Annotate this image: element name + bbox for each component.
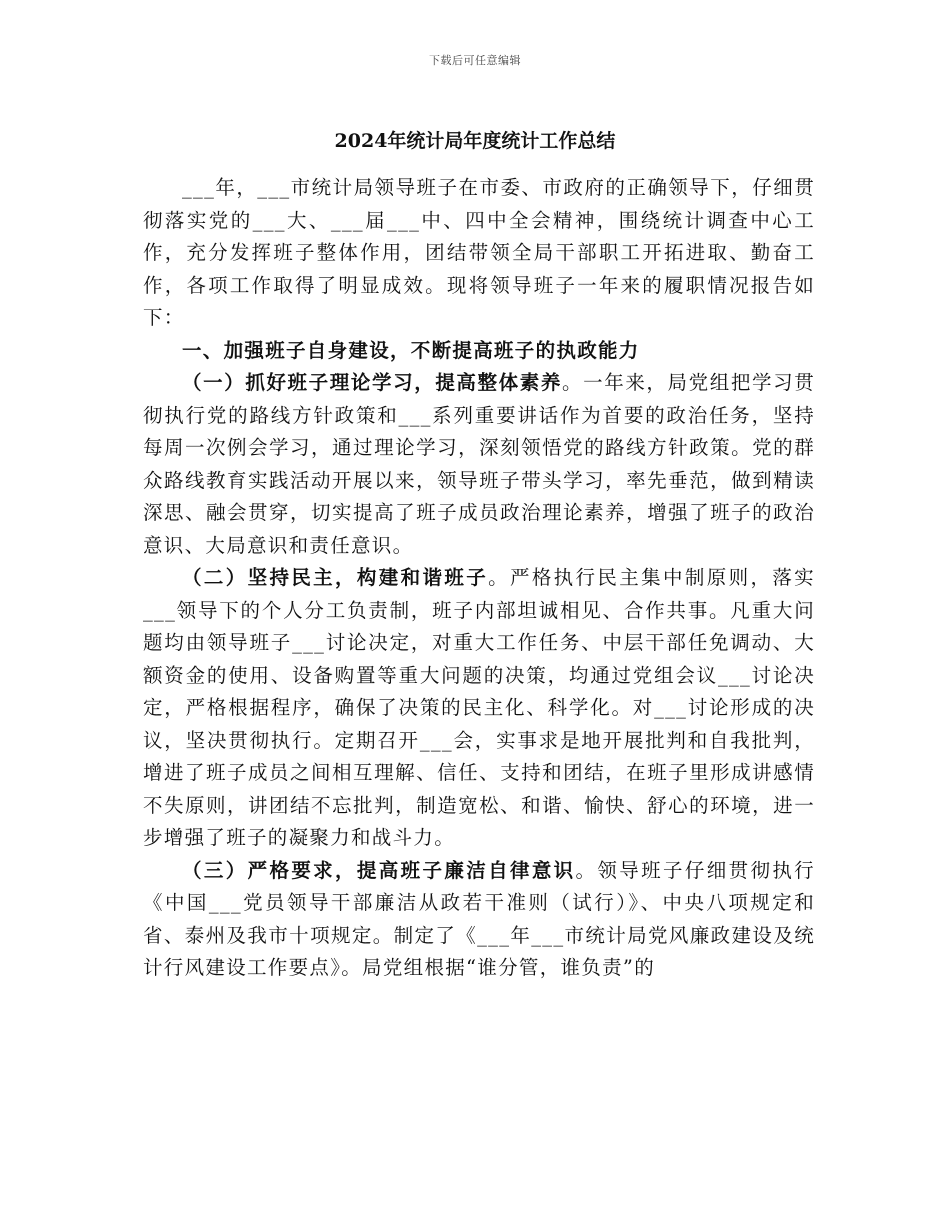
paragraph-text: 。一年来，局党组把学习贯彻执行党的路线方针政策和___系列重要讲话作为首要的政治任务，坚持每周一次例会学习，通过理论学习，深刻领悟党的路线方针政策。党的群众路线教育实践活动开展以来，领导班子带头学习，率先垂范，做到精读深思、融会贯穿，切实提高了班子成员政治理论素养，增强了班子的政治意识、大局意识和责任意识。 (143, 371, 815, 557)
paragraph-subsection-1 (143, 367, 815, 562)
paragraph-text: 。严格执行民主集中制原则，落实___领导下的个人分工负责制，班子内部坦诚相见、合作共事。凡重大问题均由领导班子___讨论决定，对重大工作任务、中层干部任免调动、大额资金的使用、设备购置等重大问题的决策，均通过党组会议___讨论决定，严格根据程序，确保了决策的民主化、科学化。对___讨论形成的决议，坚决贯彻执行。定期召开___会，实事求是地开展批判和自我批判，增进了班子成员之间相互理解、信任、支持和团结，在班子里形成讲感情不失原则，讲团结不忘批判，制造宽松、和谐、愉快、舒心的环境，进一步增强了班子的凝聚力和战斗力。 (143, 566, 815, 849)
document-title: 2024年统计局年度统计工作总结 (334, 130, 616, 152)
subsection-lead: （三）严格要求，提高班子廉洁自律意识 (182, 858, 576, 882)
subsection-lead: （一）抓好班子理论学习，提高整体素养 (182, 371, 562, 394)
header-note: 下载后可任意编辑 (429, 54, 521, 67)
paragraph-text: ___年，___市统计局领导班子在市委、市政府的正确领导下，仔细贯彻落实党的___大、___届___中、四中全会精神，围绕统计调查中心工作，充分发挥班子整体作用，团结带领全局干部职工开拓进取、勤奋工作，各项工作取得了明显成效。现将领导班子一年来的履职情况报告如下： (143, 176, 815, 329)
paragraph-subsection-2 (143, 562, 815, 855)
paragraph-subsection-3 (143, 855, 815, 985)
subsection-lead: （二）坚持民主，构建和谐班子 (182, 566, 489, 589)
paragraph-intro (143, 172, 815, 335)
paragraph-text: 。领导班子仔细贯彻执行《中国___党员领导干部廉洁从政若干准则（试行）》、中央八项规定和省、泰州及我市十项规定。制定了《___年___市统计局党风廉政建设及统计行风建设工作要点》。局党组根据“谁分管，谁负责”的 (143, 858, 815, 979)
document-body (143, 172, 815, 985)
section-heading-1: 一、加强班子自身建设，不断提高班子的执政能力 (182, 338, 640, 362)
